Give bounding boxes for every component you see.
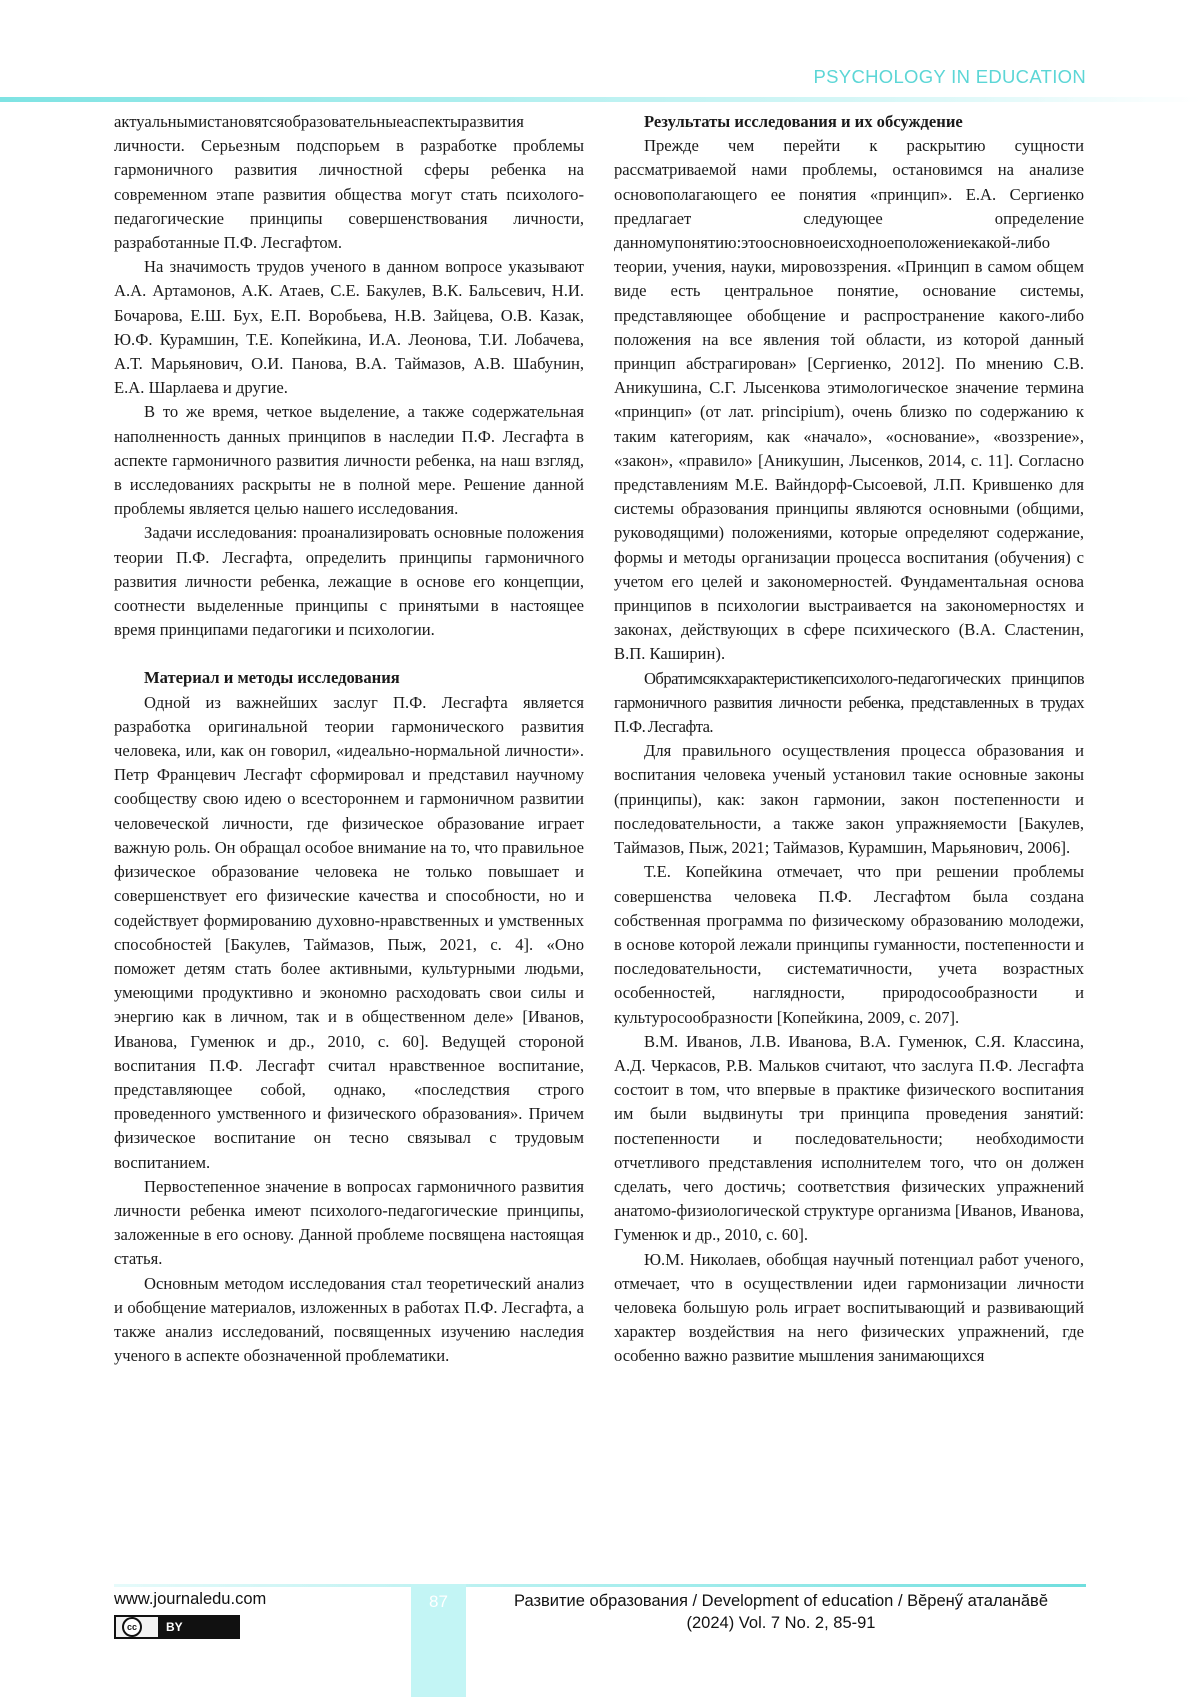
paragraph: Обратимсякхарактеристикепсихолого-педагогических принципов гармоничного развития личности ребенка, представленных в трудах П.Ф. Лесгафта.	[614, 668, 1084, 737]
section-heading: Результаты исследования и их обсуждение	[644, 112, 963, 131]
cc-by-license-badge	[114, 1615, 240, 1639]
paragraph: актуальнымистановятсяобразовательныеаспектыразвития личности. Серьезным подспорьем в разработке проблемы гармоничного развития личностной сферы ребенка на современном этапе развития общества могут стать психолого-педагогические принципы совершенствования личности, разработанные П.Ф. Лесгафтом.	[114, 112, 584, 253]
creative-commons-icon: cc	[122, 1617, 142, 1637]
page-number: 87	[429, 1592, 448, 1611]
section-heading: Материал и методы исследования	[144, 668, 400, 688]
header-rule	[0, 97, 1200, 102]
journal-volume: (2024) Vol. 7 No. 2, 85-91	[686, 1614, 876, 1632]
spacer	[114, 642, 584, 666]
paragraph: Для правильного осуществления процесса образования и воспитания человека ученый установил такие основные законы (принципы), как: закон гармонии, закон постепенности и последовательности, а также закон упражняемости [Бакулев, Таймазов, Пыж, 2021; Таймазов, Курамшин, Марьянович, 2006].	[614, 741, 1084, 858]
paragraph: Первостепенное значение в вопросах гармоничного развития личности ребенка имеют психолого-педагогические принципы, заложенные в его основу. Данной проблеме посвящена настоящая статья.	[114, 1176, 584, 1269]
paragraph: Т.Е. Копейкина отмечает, что при решении проблемы совершенства человека П.Ф. Лесгафтом была создана собственная программа по физическому образованию молодежи, в основе которой лежали принципы гуманности, постепенности и последовательности, систематичности, учета возрастных особенностей, наглядности, природосообразности и культуросообразности [Копейкина, 2009, с. 207].	[614, 862, 1084, 1027]
license-label: BY	[158, 1617, 238, 1637]
footer-rule	[114, 1584, 1086, 1587]
journal-name: Развитие образования / Development of education / Вĕренӳ аталанăвĕ	[514, 1592, 1048, 1610]
paragraph: Одной из важнейших заслуг П.Ф. Лесгафта является разработка оригинальной теории гармонического развития человека, или, как он говорил, «идеально-нормальной личности». Петр Францевич Лесгафт сформировал и представил научному сообществу свою идею о всестороннем и гармоничном развитии человеческой личности, где физическое образование играет важную роль. Он обращал особое внимание на то, что правильное физическое образование человека не только повышает и совершенствует его физические качества и способности, но и содействует формированию духовно-нравственных и умственных способностей [Бакулев, Таймазов, Пыж, 2021, с. 4]. «Оно поможет детям стать более активными, культурными людьми, умеющими продуктивно и экономно расходовать свои силы и энергию как в личном, так и в общественном деле» [Иванов, Иванова, Гуменюк и др., 2010, с. 60]. Ведущей стороной воспитания П.Ф. Лесгафт считал нравственное воспитание, представляющее собой, однако, «последствия строго проведенного умственного и физического образования». Причем физическое воспитание он тесно связывал с трудовым воспитанием.	[114, 692, 584, 1172]
paragraph: Прежде чем перейти к раскрытию сущности рассматриваемой нами проблемы, остановимся на анализе основополагающего ее понятия «принцип». Е.А. Сергиенко предлагает следующее определение данномупонятию:этоосновноеисходноеположениекакой-либо теории, учения, науки, мировоззрения. «Принцип в самом общем виде есть центральное понятие, основание системы, представляющее обобщение и распространение какого-либо положения на все явления той области, из которой данный принцип абстрагирован» [Сергиенко, 2012]. По мнению С.В. Аникушина, С.Г. Лысенкова этимологическое значение термина «принцип» (от лат. principium), очень близко по содержанию к таким категориям, как «начало», «основание», «воззрение», «закон», «правило» [Аникушин, Лысенков, 2014, с. 11]. Согласно представлениям М.Е. Вайндорф-Сысоевой, Л.П. Крившенко для системы образования принципы являются основными (общими, руководящими) положениями, которые определяют содержание, формы и методы организации процесса воспитания (обучения) с учетом его целей и закономерностей. Фундаментальная основа принципов в психологии выстраивается на закономерностях и законах, действующих в сфере психического (В.А. Сластенин, В.П. Каширин).	[614, 136, 1084, 664]
left-column	[114, 110, 584, 1368]
journal-website-link[interactable]: www.journaledu.com	[114, 1590, 267, 1608]
running-header-title: PSYCHOLOGY IN EDUCATION	[813, 66, 1086, 87]
paragraph: Задачи исследования: проанализировать основные положения теории П.Ф. Лесгафта, определить принципы гармоничного развития личности ребенка, лежащие в основе его концепции, соотнести выделенные принципы с принятыми в настоящее время принципами педагогики и психологии.	[114, 523, 584, 640]
journal-citation	[476, 1590, 1086, 1634]
paragraph: Ю.М. Николаев, обобщая научный потенциал работ ученого, отмечает, что в осуществлении идеи гармонизации личности человека большую роль играет воспитывающий и развивающий характер воздействия на него физических упражнений, где особенно важно развитие мышления занимающихся	[614, 1249, 1084, 1366]
right-column	[614, 110, 1084, 1369]
paragraph: Основным методом исследования стал теоретический анализ и обобщение материалов, изложенных в работах П.Ф. Лесгафта, а также анализ исследований, посвященных изучению наследия ученого в аспекте обозначенной проблематики.	[114, 1273, 584, 1366]
paragraph: На значимость трудов ученого в данном вопросе указывают А.А. Артамонов, А.К. Атаев, С.Е. Бакулев, В.К. Бальсевич, Н.И. Бочарова, Е.Ш. Бух, Е.П. Воробьева, Н.В. Зайцева, О.В. Казак, Ю.Ф. Курамшин, Т.Е. Копейкина, И.А. Леонова, Т.И. Лобачева, А.Т. Марьянович, О.И. Панова, В.А. Таймазов, А.В. Шабунин, Е.А. Шарлаева и другие.	[114, 257, 584, 398]
paragraph: В то же время, четкое выделение, а также содержательная наполненность данных принципов в наследии П.Ф. Лесгафта в аспекте гармоничного развития личности ребенка, на наш взгляд, в исследованиях раскрыты не в полной мере. Решение данной проблемы является целью нашего исследования.	[114, 402, 584, 519]
paragraph: В.М. Иванов, Л.В. Иванова, В.А. Гуменюк, С.Я. Классина, А.Д. Черкасов, Р.В. Мальков считают, что заслуга П.Ф. Лесгафта состоит в том, что впервые в практике физического воспитания им были выдвинуты три принципа проведения занятий: постепенности и последовательности; необходимости отчетливого представления исполнителем того, что он должен сделать, чего достичь; соответствия физических упражнений анатомо-физиологической структуре организма [Иванов, Иванова, Гуменюк и др., 2010, с. 60].	[614, 1031, 1084, 1245]
